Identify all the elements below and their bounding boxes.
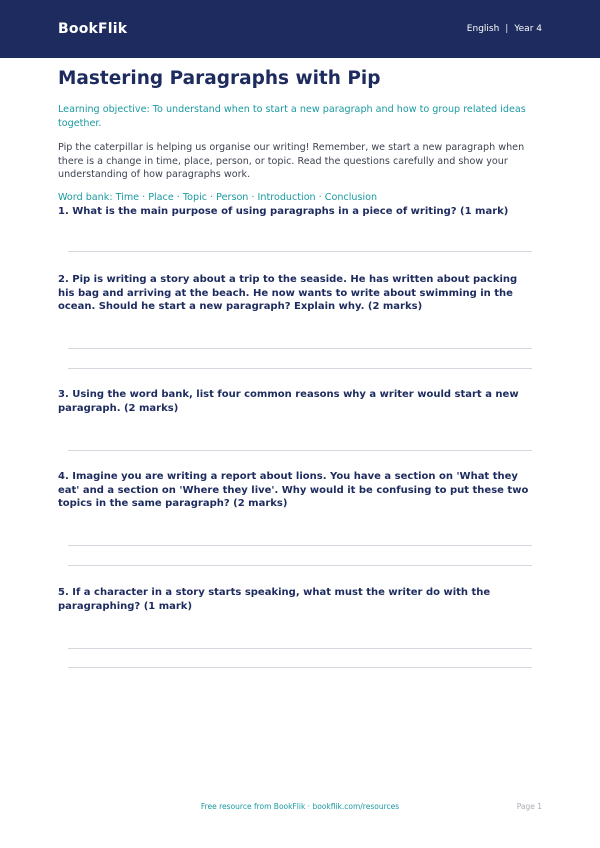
footer-credit[interactable]: Free resource from BookFlik · bookflik.com/resources <box>200 802 400 811</box>
answer-line[interactable] <box>68 368 532 369</box>
answer-line[interactable] <box>68 450 532 451</box>
subject-year <box>467 24 542 34</box>
answer-line[interactable] <box>68 648 532 649</box>
worksheet-intro <box>58 64 532 204</box>
question-text: 4. Imagine you are writing a report about lions. You have a section on 'What they eat' and a section on 'Where they live'. Why would it be confusing to put these two topics in the same paragraph? (2 marks) <box>58 471 529 509</box>
learning-objective: Learning objective: To understand when to start a new paragraph and how to group related ideas together. <box>58 104 526 129</box>
page-number: Page 1 <box>516 802 542 811</box>
answer-line[interactable] <box>68 348 532 349</box>
answer-line[interactable] <box>68 545 532 546</box>
answer-line[interactable] <box>68 251 532 252</box>
question-4 <box>58 470 532 511</box>
question-text: 3. Using the word bank, list four common reasons why a writer would start a new paragraph. (2 marks) <box>58 389 519 414</box>
question-1 <box>58 205 532 219</box>
meta-separator: | <box>505 24 509 34</box>
question-text: 1. What is the main purpose of using paragraphs in a piece of writing? (1 mark) <box>58 206 509 217</box>
question-3 <box>58 388 532 415</box>
question-text: 5. If a character in a story starts speaking, what must the writer do with the paragraphing? (1 mark) <box>58 587 491 612</box>
page-footer <box>0 802 600 816</box>
answer-line[interactable] <box>68 565 532 566</box>
answer-line[interactable] <box>68 667 532 668</box>
subject-label: English <box>466 24 500 34</box>
brand-logo[interactable]: BookFlik <box>58 21 128 37</box>
question-text: 2. Pip is writing a story about a trip to the seaside. He has written about packing his bag and arriving at the beach. He now wants to write about swimming in the ocean. Should he start a new paragraph? Explain why. (2 marks) <box>58 274 518 312</box>
year-label: Year 4 <box>514 24 542 34</box>
word-bank: Word bank: Time · Place · Topic · Person · Introduction · Conclusion <box>58 191 378 203</box>
page-header <box>0 0 600 58</box>
intro-text: Pip the caterpillar is helping us organise our writing! Remember, we start a new paragraph when there is a change in time, place, person, or topic. Read the questions carefully and show your understanding of how paragraphs work. <box>58 142 525 180</box>
question-2 <box>58 273 532 314</box>
question-5 <box>58 586 532 613</box>
page-title: Mastering Paragraphs with Pip <box>58 68 381 89</box>
